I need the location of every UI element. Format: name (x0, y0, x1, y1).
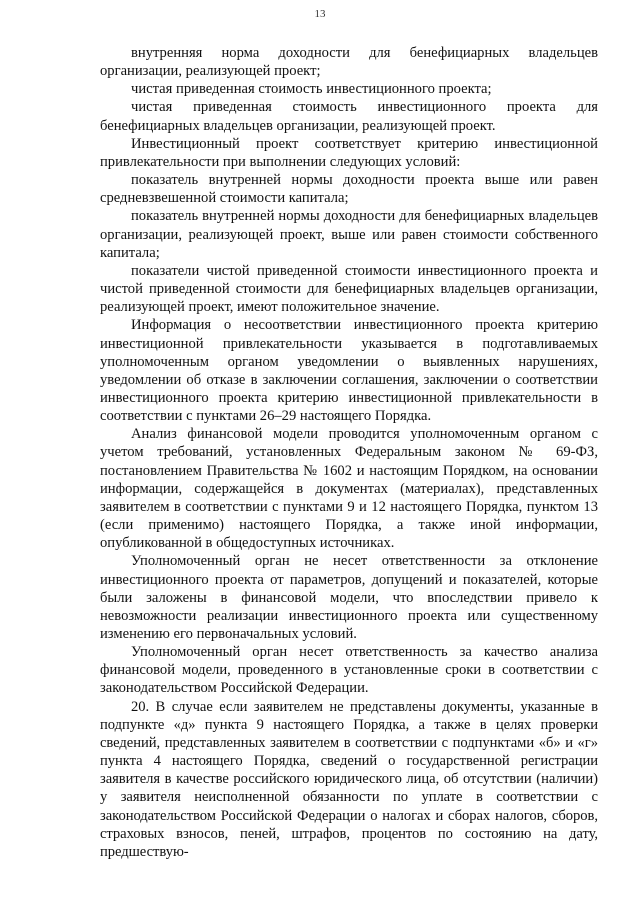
paragraph: Уполномоченный орган не несет ответственности за отклонение инвестиционного проекта от параметров, допущений и показателей, которые были заложены в финансовой модели, что впоследствии привело к невозможности реализации инвестиционного проекта или существенному изменению его первоначальных условий. (100, 553, 598, 642)
paragraph: Уполномоченный орган несет ответственность за качество анализа финансовой модели, проведенного в установленные сроки в соответствии с законодательством Российской Федерации. (100, 644, 598, 697)
paragraph: Информация о несоответствии инвестиционного проекта критерию инвестиционной привлекательности указывается в подготавливаемых уполномоченным органом уведомлении о выявленных нарушениях, уведомлении об отказе в заключении соглашения, заключении о соответствии инвестиционного проекта критерию инвестиционной привлекательности в соответствии с пунктами 26–29 настоящего Порядка. (100, 317, 598, 425)
paragraph: чистая приведенная стоимость инвестиционного проекта; (131, 81, 492, 98)
paragraph: Анализ финансовой модели проводится уполномоченным органом с учетом требований, установленных Федеральным законом № 69-ФЗ, постановлением Правительства № 1602 и настоящим Порядком, на основании информации, содержащейся в документах (материалах), представленных заявителем в соответствии с пунктами 9 и 12 настоящего Порядка, пунктом 13 (если применимо) настоящего Порядка, а также иной информации, опубликованной в общедоступных источниках. (100, 426, 598, 552)
page-number: 13 (314, 8, 326, 20)
paragraph: внутренняя норма доходности для бенефициарных владельцев организации, реализующей проект; (100, 45, 598, 80)
paragraph: показатель внутренней нормы доходности проекта выше или равен средневзвешенной стоимости капитала; (100, 172, 598, 207)
paragraph: показатели чистой приведенной стоимости инвестиционного проекта и чистой приведенной стоимости для бенефициарных владельцев организации, реализующей проект, имеют положительное значение. (100, 262, 598, 316)
document-body (100, 44, 598, 861)
paragraph: чистая приведенная стоимость инвестиционного проекта для бенефициарных владельцев организации, реализующей проект. (100, 99, 598, 134)
paragraph: показатель внутренней нормы доходности для бенефициарных владельцев организации, реализующей проект, выше или равен стоимости собственного капитала; (100, 208, 598, 261)
paragraph: Инвестиционный проект соответствует критерию инвестиционной привлекательности при выполнении следующих условий: (100, 135, 598, 170)
paragraph: 20. В случае если заявителем не представлены документы, указанные в подпункте «д» пункта 9 настоящего Порядка, а также в целях проверки сведений, представленных заявителем в соответствии с подпунктами «б» и «г» пункта 4 настоящего Порядка, сведений о государственной регистрации заявителя в качестве российского юридического лица, об отсутствии (наличии) у заявителя неисполненной обязанности по уплате в соответствии с законодательством Российской Федерации о налогах и сборах налогов, сборов, страховых взносов, пеней, штрафов, процентов по состоянию на дату, предшествую- (100, 698, 598, 860)
